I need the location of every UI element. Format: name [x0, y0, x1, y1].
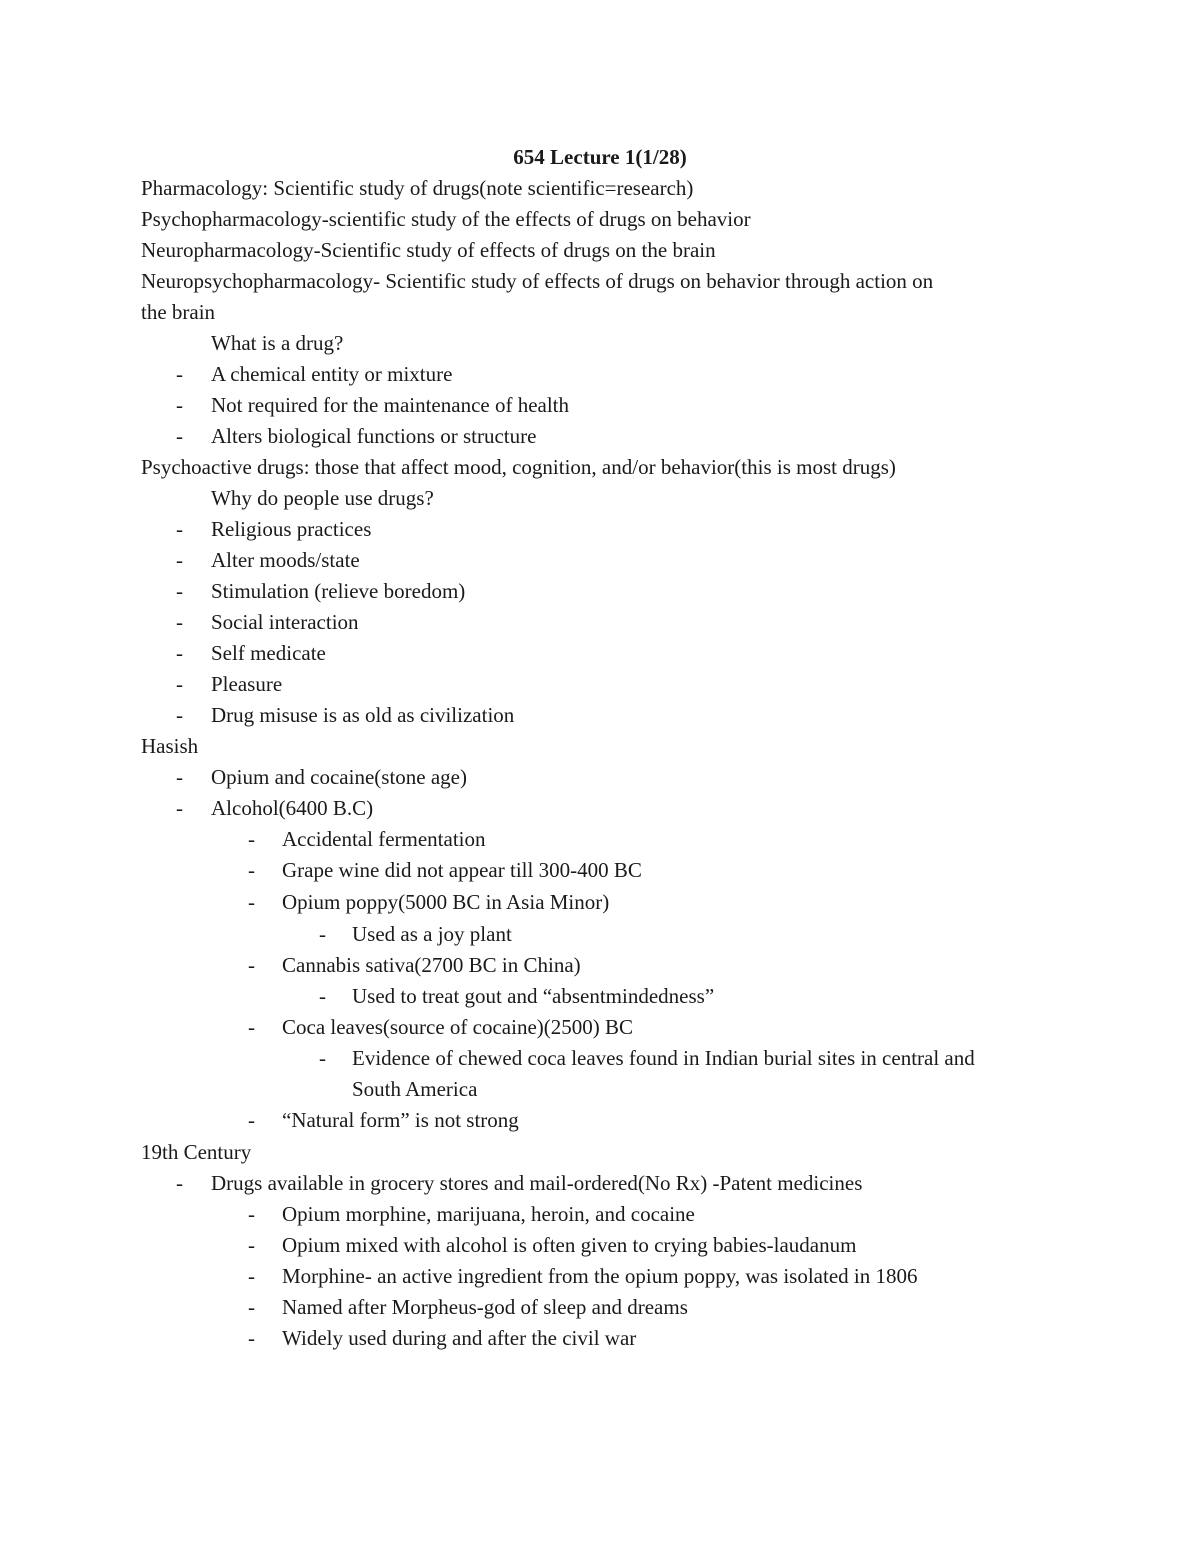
line-neuropharmacology: Neuropharmacology-Scientific study of effects of drugs on the brain [141, 238, 716, 262]
list-item: Named after Morpheus-god of sleep and dreams [282, 1295, 688, 1319]
list-item: Self medicate [211, 641, 326, 665]
bullet-dash: - [248, 890, 255, 914]
bullet-dash: - [248, 1295, 255, 1319]
list-item: Widely used during and after the civil war [282, 1326, 637, 1350]
heading-19th-century: 19th Century [141, 1140, 252, 1164]
list-item: Religious practices [211, 517, 372, 541]
bullet-dash: - [176, 796, 183, 820]
list-item: Alters biological functions or structure [211, 424, 537, 448]
list-item: Opium and cocaine(stone age) [211, 765, 467, 789]
list-item: Social interaction [211, 610, 359, 634]
line-neuropsychopharmacology: Neuropsychopharmacology- Scientific study of effects of drugs on behavior through action on [141, 269, 934, 293]
question-why-use-drugs: Why do people use drugs? [211, 486, 434, 510]
line-the-brain: the brain [141, 300, 216, 324]
list-item: Used to treat gout and “absentmindedness” [352, 984, 715, 1008]
bullet-dash: - [176, 424, 183, 448]
bullet-dash: - [176, 703, 183, 727]
bullet-dash: - [248, 953, 255, 977]
list-item: Opium morphine, marijuana, heroin, and cocaine [282, 1202, 695, 1226]
bullet-dash: - [248, 1108, 255, 1132]
list-item: Drug misuse is as old as civilization [211, 703, 515, 727]
bullet-dash: - [248, 1202, 255, 1226]
bullet-dash: - [248, 827, 255, 851]
list-item: Cannabis sativa(2700 BC in China) [282, 953, 581, 977]
bullet-dash: - [248, 1015, 255, 1039]
bullet-dash: - [319, 922, 326, 946]
list-item: Drugs available in grocery stores and mail-ordered(No Rx) -Patent medicines [211, 1171, 863, 1195]
list-item: “Natural form” is not strong [282, 1108, 519, 1132]
list-item: Pleasure [211, 672, 283, 696]
list-item: Opium poppy(5000 BC in Asia Minor) [282, 890, 610, 914]
list-item: Alcohol(6400 B.C) [211, 796, 374, 820]
list-item: Stimulation (relieve boredom) [211, 579, 466, 603]
bullet-dash: - [176, 641, 183, 665]
list-item: Grape wine did not appear till 300-400 BC [282, 858, 642, 882]
heading-hasish: Hasish [141, 734, 199, 758]
bullet-dash: - [248, 858, 255, 882]
list-item: Alter moods/state [211, 548, 360, 572]
line-pharmacology: Pharmacology: Scientific study of drugs(note scientific=research) [141, 176, 694, 200]
bullet-dash: - [176, 610, 183, 634]
list-item: Used as a joy plant [352, 922, 512, 946]
list-item: Opium mixed with alcohol is often given to crying babies-laudanum [282, 1233, 857, 1257]
bullet-dash: - [248, 1233, 255, 1257]
list-item: Evidence of chewed coca leaves found in Indian burial sites in central and [352, 1046, 975, 1070]
bullet-dash: - [176, 672, 183, 696]
bullet-dash: - [319, 1046, 326, 1070]
list-item-continuation: South America [352, 1077, 478, 1101]
page-title: 654 Lecture 1(1/28) [513, 145, 687, 169]
bullet-dash: - [176, 765, 183, 789]
line-psychopharmacology: Psychopharmacology-scientific study of the effects of drugs on behavior [141, 207, 751, 231]
question-what-is-a-drug: What is a drug? [211, 331, 344, 355]
line-psychoactive-drugs: Psychoactive drugs: those that affect mood, cognition, and/or behavior(this is most drugs) [141, 455, 896, 479]
list-item: Not required for the maintenance of health [211, 393, 570, 417]
bullet-dash: - [319, 984, 326, 1008]
bullet-dash: - [176, 1171, 183, 1195]
bullet-dash: - [248, 1326, 255, 1350]
bullet-dash: - [176, 362, 183, 386]
bullet-dash: - [248, 1264, 255, 1288]
list-item: Accidental fermentation [282, 827, 486, 851]
bullet-dash: - [176, 579, 183, 603]
bullet-dash: - [176, 517, 183, 541]
list-item: Morphine- an active ingredient from the opium poppy, was isolated in 1806 [282, 1264, 918, 1288]
bullet-dash: - [176, 393, 183, 417]
bullet-dash: - [176, 548, 183, 572]
list-item: A chemical entity or mixture [211, 362, 453, 386]
list-item: Coca leaves(source of cocaine)(2500) BC [282, 1015, 634, 1039]
